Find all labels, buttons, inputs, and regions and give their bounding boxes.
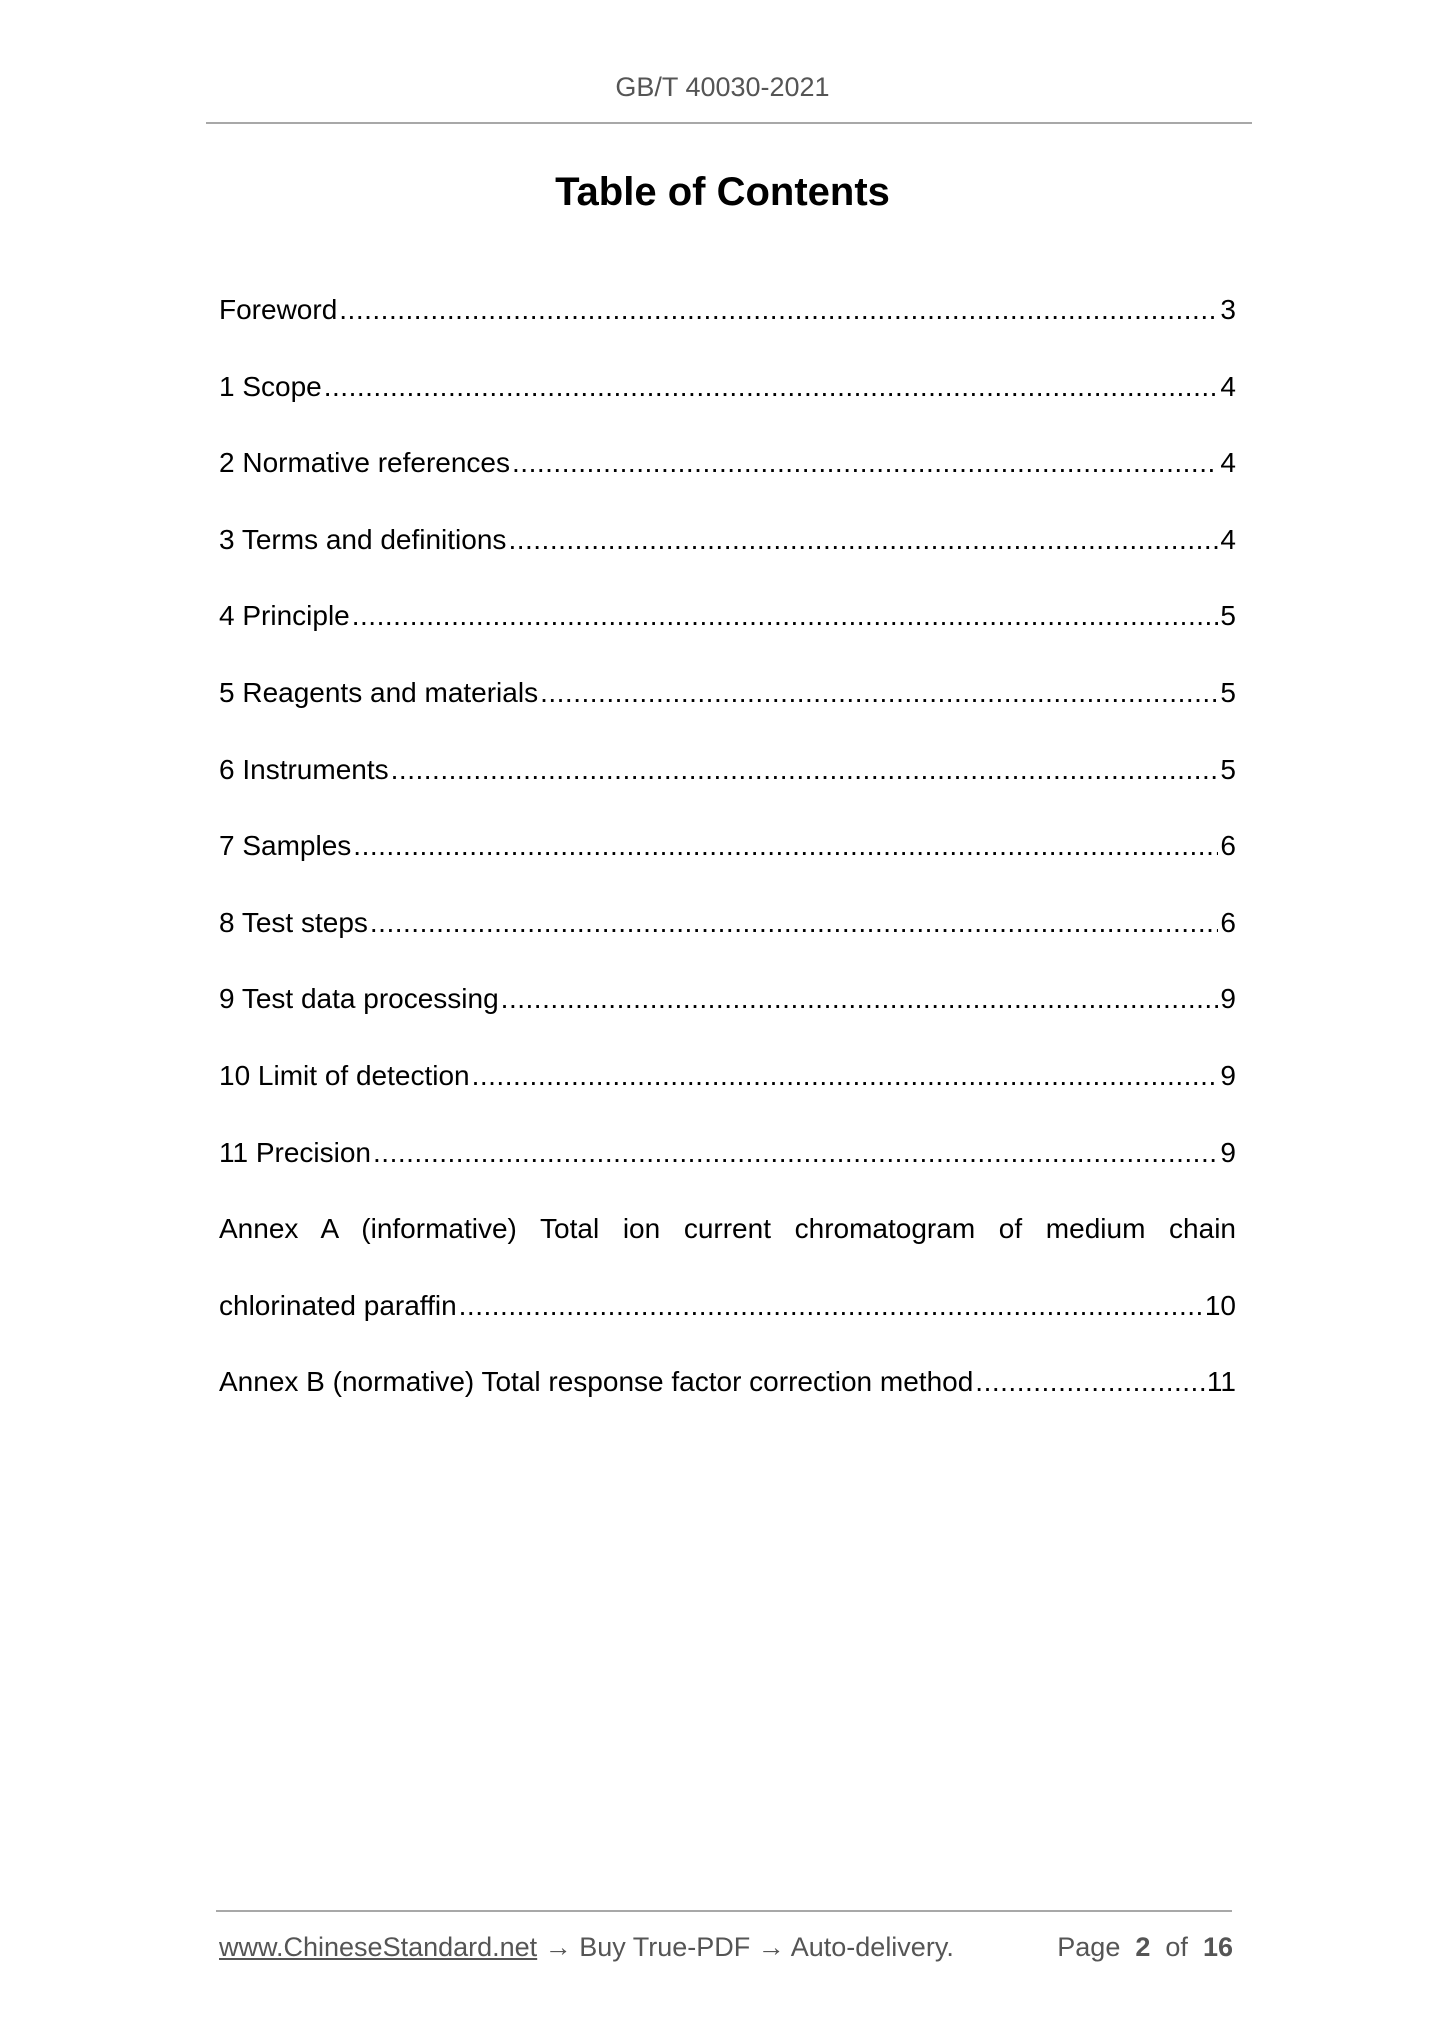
toc-leader-dots	[472, 1052, 1219, 1100]
toc-leader-dots	[373, 1129, 1218, 1177]
page-of: of	[1165, 1932, 1188, 1962]
header-divider	[206, 122, 1252, 124]
toc-entry-label: chlorinated paraffin	[219, 1289, 457, 1321]
toc-leader-dots	[391, 746, 1219, 794]
toc-leader-dots	[352, 592, 1219, 640]
toc-entry-page: 5	[1220, 753, 1236, 785]
table-of-contents	[219, 286, 1236, 1435]
toc-entry-limit-of-detection[interactable]	[219, 1052, 1236, 1129]
toc-entry-samples[interactable]	[219, 822, 1236, 899]
toc-entry-page: 6	[1220, 830, 1236, 862]
toc-entry-page: 3	[1220, 294, 1236, 325]
toc-entry-scope[interactable]	[219, 363, 1236, 440]
toc-entry-label: 8 Test steps	[219, 906, 368, 938]
toc-entry-label: 4 Principle	[219, 600, 350, 632]
page-indicator	[1057, 1932, 1233, 1963]
page-total: 16	[1202, 1932, 1233, 1962]
toc-entry-page: 5	[1220, 676, 1236, 708]
toc-entry-label: 7 Samples	[219, 830, 352, 862]
toc-entry-label: 2 Normative references	[219, 447, 511, 479]
page-current: 2	[1135, 1932, 1151, 1962]
toc-entry-principle[interactable]	[219, 592, 1236, 669]
toc-entry-label: Annex B (normative) Total response factor correction method	[219, 1366, 974, 1398]
toc-entry-terms-and-definitions[interactable]	[219, 516, 1236, 593]
toc-entry-label: 3 Terms and definitions	[219, 523, 507, 555]
toc-leader-dots	[501, 975, 1219, 1023]
toc-leader-dots	[459, 1282, 1203, 1330]
toc-entry-test-data-processing[interactable]	[219, 975, 1236, 1052]
toc-entry-label: 6 Instruments	[219, 753, 389, 785]
toc-entry-page: 4	[1220, 523, 1236, 555]
toc-entry-annex-a-line1[interactable]	[219, 1205, 1236, 1282]
toc-entry-foreword[interactable]	[219, 286, 1236, 363]
website-link[interactable]: www.ChineseStandard.net	[219, 1932, 538, 1962]
toc-entry-label: 10 Limit of detection	[219, 1059, 470, 1091]
toc-entry-instruments[interactable]	[219, 746, 1236, 823]
toc-entry-page: 9	[1220, 1136, 1236, 1168]
page-word: Page	[1057, 1932, 1121, 1962]
toc-entry-page: 9	[1220, 983, 1236, 1015]
toc-leader-dots	[975, 1358, 1205, 1406]
toc-entry-page: 10	[1204, 1289, 1236, 1321]
toc-entry-label: Annex A (informative) Total ion current chromatogram of medium chain	[219, 1213, 1236, 1245]
toc-title: Table of Contents	[555, 170, 890, 214]
toc-entry-label: 11 Precision	[219, 1136, 372, 1168]
toc-entry-precision[interactable]	[219, 1129, 1236, 1206]
toc-entry-normative-references[interactable]	[219, 439, 1236, 516]
toc-entry-reagents-and-materials[interactable]	[219, 669, 1236, 746]
toc-entry-test-steps[interactable]	[219, 899, 1236, 976]
toc-entry-page: 11	[1206, 1366, 1236, 1398]
page-footer	[219, 1932, 1233, 1963]
toc-entry-page: 4	[1220, 447, 1236, 479]
toc-leader-dots	[512, 439, 1218, 487]
toc-entry-page: 5	[1220, 600, 1236, 632]
toc-entry-page: 6	[1220, 906, 1236, 938]
toc-entry-label: 9 Test data processing	[219, 983, 499, 1015]
toc-leader-dots	[370, 899, 1219, 947]
toc-entry-annex-b[interactable]	[219, 1358, 1236, 1435]
toc-leader-dots	[339, 286, 1218, 334]
toc-leader-dots	[353, 822, 1218, 870]
toc-leader-dots	[324, 363, 1219, 411]
toc-leader-dots	[540, 669, 1218, 717]
toc-entry-page: 4	[1220, 370, 1236, 402]
toc-entry-label: 1 Scope	[219, 370, 322, 402]
toc-entry-annex-a-line2[interactable]	[219, 1282, 1236, 1359]
toc-entry-page: 9	[1220, 1059, 1236, 1091]
toc-entry-label: Foreword	[219, 294, 338, 325]
toc-entry-label: 5 Reagents and materials	[219, 676, 539, 708]
document-code-header: GB/T 40030-2021	[615, 72, 830, 102]
toc-leader-dots	[508, 516, 1218, 564]
footer-divider	[216, 1910, 1232, 1912]
footer-tagline: → Buy True-PDF → Auto-delivery.	[537, 1932, 954, 1962]
